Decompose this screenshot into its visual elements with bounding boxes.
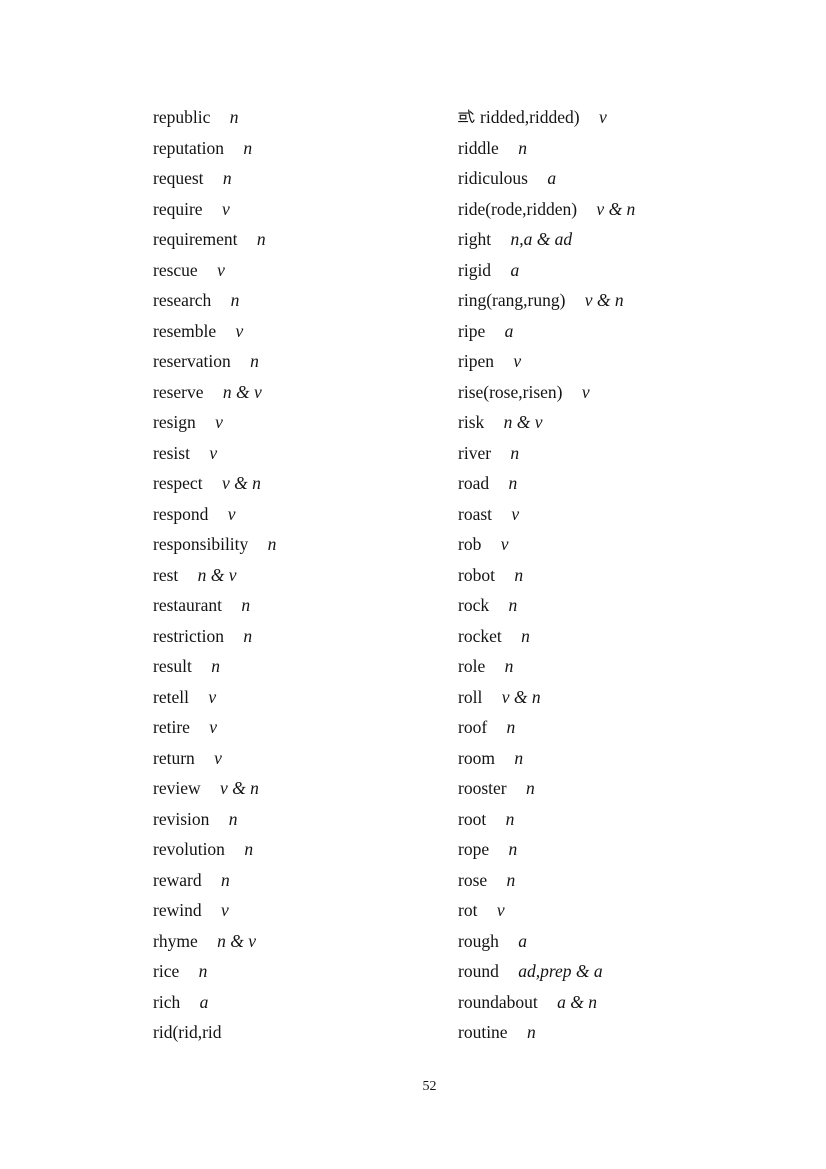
part-of-speech: n [220,869,230,890]
word-entry [153,316,276,347]
part-of-speech: v [215,412,223,433]
word-entry [458,773,635,804]
word-entry [153,285,276,316]
word-text: revision [153,808,210,829]
word-text: roll [458,686,483,707]
word-entry [458,865,635,896]
part-of-speech: a [518,930,527,951]
word-text: ride(rode,ridden) [458,198,578,219]
word-text: retire [153,717,190,738]
word-entry [153,377,276,408]
word-entry [153,712,276,743]
word-entry [458,987,635,1018]
word-text: ring(rang,rung) [458,290,566,311]
part-of-speech: v & n [596,198,636,219]
word-text: reward [153,869,202,890]
part-of-speech: n [526,1022,536,1043]
word-text: rise(rose,risen) [458,381,563,402]
word-entry [458,255,635,286]
word-entry [153,560,276,591]
word-text: reservation [153,351,231,372]
word-entry [458,377,635,408]
word-text: resemble [153,320,217,341]
part-of-speech: n [525,778,535,799]
part-of-speech: v [208,686,217,707]
word-text: rescue [153,259,198,280]
word-text: rid(rid,rid [153,1022,222,1043]
word-list-column-left [153,102,276,1048]
part-of-speech: n [267,534,277,555]
word-entry [458,1017,635,1048]
word-entry [458,712,635,743]
part-of-speech: n & v [503,412,543,433]
word-entry [458,560,635,591]
word-text: respond [153,503,209,524]
word-text: return [153,747,195,768]
part-of-speech: v [220,900,229,921]
word-entry [153,956,276,987]
part-of-speech: v [500,534,509,555]
part-of-speech: v & n [220,778,259,799]
word-text: room [458,747,495,768]
word-entry [153,346,276,377]
word-text: rice [153,961,180,982]
part-of-speech: v [581,381,590,402]
word-text: rot [458,900,478,921]
word-text: ripe [458,320,486,341]
part-of-speech: v [511,503,520,524]
word-text: round [458,961,499,982]
word-text: role [458,656,486,677]
word-text: resist [153,442,190,463]
part-of-speech: n,a & ad [510,229,573,250]
word-text: retell [153,686,189,707]
word-entry [458,590,635,621]
word-text: requirement [153,229,238,250]
word-text: rough [458,930,499,951]
word-entry [458,651,635,682]
part-of-speech: n [229,107,239,127]
part-of-speech: n [243,137,253,158]
word-text: revolution [153,839,225,860]
word-entry [458,346,635,377]
part-of-speech: a [199,991,209,1012]
word-text: resign [153,412,196,433]
part-of-speech: v [214,747,222,768]
part-of-speech: n [228,808,238,829]
word-text: rigid [458,259,492,280]
word-entry [153,499,276,530]
part-of-speech: n & v [197,564,237,585]
word-entry [458,956,635,987]
word-entry [458,102,635,133]
word-text: routine [458,1022,508,1043]
part-of-speech: n & v [217,930,256,951]
part-of-speech: n [504,656,514,677]
word-entry [153,743,276,774]
word-entry [458,224,635,255]
word-entry [153,987,276,1018]
part-of-speech: n [198,961,208,982]
part-of-speech: n [506,869,516,890]
word-entry [153,468,276,499]
word-text: request [153,168,204,189]
word-entry [153,926,276,957]
part-of-speech: n [514,747,524,768]
word-entry [153,773,276,804]
word-text: restaurant [153,595,222,616]
word-entry [458,499,635,530]
word-text: rope [458,839,490,860]
part-of-speech: a [504,320,514,341]
word-text: river [458,442,492,463]
part-of-speech: n [510,442,520,463]
word-text: reserve [153,381,204,402]
word-entry [153,1017,276,1048]
word-entry [153,438,276,469]
word-entry [153,163,276,194]
part-of-speech: n [514,564,524,585]
word-entry [153,133,276,164]
word-entry [153,895,276,926]
part-of-speech: n [241,595,251,616]
word-text: road [458,473,490,494]
part-of-speech: n [521,625,530,646]
part-of-speech: v [221,198,230,219]
word-text: ridded,ridded) [480,107,580,127]
part-of-speech: v [235,320,244,341]
part-of-speech: n [222,168,232,189]
word-entry [458,529,635,560]
word-text: right [458,229,492,250]
word-entry [458,316,635,347]
word-entry [153,194,276,225]
part-of-speech: n [508,473,518,494]
word-text: reputation [153,137,224,158]
word-entry [458,621,635,652]
word-entry [458,804,635,835]
word-text: review [153,778,201,799]
part-of-speech: n [508,839,518,860]
word-text: robot [458,564,495,585]
part-of-speech: n [505,808,515,829]
word-entry [153,834,276,865]
word-entry [458,743,635,774]
part-of-speech: v [496,900,505,921]
part-of-speech: n [508,595,518,616]
word-text: risk [458,412,485,433]
part-of-speech: n & v [222,381,262,402]
part-of-speech: a & n [557,991,597,1012]
word-text: rocket [458,625,502,646]
word-entry [153,590,276,621]
word-entry [458,438,635,469]
part-of-speech: v [209,442,218,463]
word-entry [458,468,635,499]
word-text: rich [153,991,181,1012]
word-entry [458,194,635,225]
word-text: respect [153,473,203,494]
part-of-speech: n [506,717,516,738]
word-entry [153,407,276,438]
word-text: rob [458,534,482,555]
word-entry [153,682,276,713]
part-of-speech: n [244,839,254,860]
word-text: research [153,290,212,311]
word-text: rhyme [153,930,198,951]
word-text: rewind [153,900,202,921]
part-of-speech: v [217,259,225,280]
word-entry [458,926,635,957]
word-entry [458,285,635,316]
word-text: root [458,808,487,829]
part-of-speech: v [599,107,607,127]
word-entry [153,529,276,560]
word-list-column-right [458,102,635,1048]
word-text: require [153,198,203,219]
part-of-speech: ad,prep & a [518,961,603,982]
word-text: republic [153,107,211,127]
part-of-speech: a [510,259,520,280]
word-text: roof [458,717,488,738]
word-text: ripen [458,351,494,372]
word-text: rest [153,564,179,585]
page-number: 52 [422,1079,437,1094]
word-text: restriction [153,625,224,646]
word-entry [153,621,276,652]
part-of-speech: n [518,137,527,158]
word-text: result [153,656,192,677]
word-entry [153,224,276,255]
word-entry [458,682,635,713]
word-entry [458,407,635,438]
word-entry [153,865,276,896]
word-text: rock [458,595,490,616]
word-text: responsibility [153,534,249,555]
part-of-speech: n [243,625,253,646]
part-of-speech: n [230,290,240,311]
word-entry [153,651,276,682]
word-text: ridiculous [458,168,528,189]
part-of-speech: v & n [221,473,261,494]
part-of-speech: v [227,503,236,524]
part-of-speech: v & n [584,290,624,311]
word-text: rooster [458,778,507,799]
word-text: riddle [458,137,499,158]
word-entry [458,163,635,194]
part-of-speech: n [250,351,259,372]
part-of-speech: v & n [501,686,541,707]
word-entry [153,255,276,286]
word-entry [458,834,635,865]
word-entry [458,133,635,164]
word-text: rose [458,869,488,890]
part-of-speech: a [547,168,557,189]
part-of-speech: n [211,656,221,677]
part-of-speech: v [513,351,522,372]
word-text: roast [458,503,493,524]
part-of-speech: n [256,229,266,250]
cjk-or-character [458,109,475,126]
word-text: roundabout [458,991,538,1012]
word-entry [153,102,276,133]
word-entry [458,895,635,926]
word-entry [153,804,276,835]
part-of-speech: v [209,717,218,738]
